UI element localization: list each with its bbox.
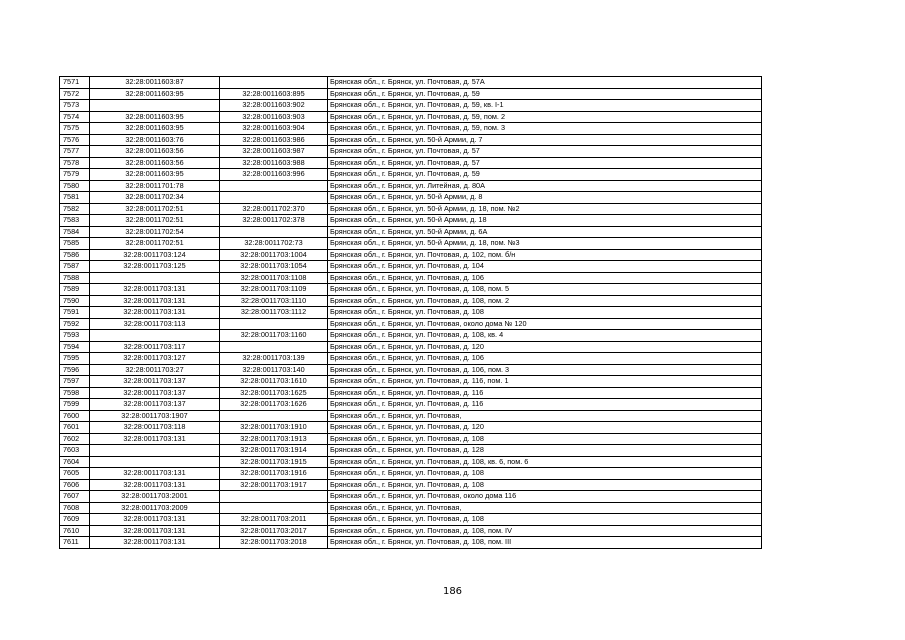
row-number: 7609	[60, 514, 90, 526]
address-cell: Брянская обл., г. Брянск, ул. Почтовая,	[328, 502, 762, 514]
address-cell: Брянская обл., г. Брянск, ул. Почтовая, д. 108, пом. III	[328, 537, 762, 549]
cadastral-number-cell: 32:28:0011702:51	[90, 238, 220, 250]
row-number: 7610	[60, 525, 90, 537]
table-row	[60, 514, 762, 526]
cadastral-number-cell: 32:28:0011603:56	[90, 157, 220, 169]
table-row	[60, 180, 762, 192]
object-number-cell: 32:28:0011702:378	[220, 215, 328, 227]
object-number-cell: 32:28:0011603:895	[220, 88, 328, 100]
address-cell: Брянская обл., г. Брянск, ул. Почтовая, д. 108, кв. 4	[328, 330, 762, 342]
table-row	[60, 157, 762, 169]
object-number-cell: 32:28:0011603:903	[220, 111, 328, 123]
address-cell: Брянская обл., г. Брянск, ул. Почтовая, д. 116	[328, 387, 762, 399]
object-number-cell: 32:28:0011703:1917	[220, 479, 328, 491]
cadastral-number-cell: 32:28:0011703:137	[90, 399, 220, 411]
cadastral-number-cell	[90, 272, 220, 284]
address-cell: Брянская обл., г. Брянск, ул. Почтовая,	[328, 410, 762, 422]
cadastral-number-cell: 32:28:0011603:76	[90, 134, 220, 146]
address-cell: Брянская обл., г. Брянск, ул. Почтовая, д. 108	[328, 307, 762, 319]
cadastral-number-cell: 32:28:0011703:124	[90, 249, 220, 261]
row-number: 7599	[60, 399, 90, 411]
cadastral-number-cell: 32:28:0011603:56	[90, 146, 220, 158]
table-row	[60, 502, 762, 514]
table-row	[60, 537, 762, 549]
row-number: 7571	[60, 77, 90, 89]
cadastral-number-cell: 32:28:0011701:78	[90, 180, 220, 192]
table-body	[60, 77, 762, 549]
row-number: 7601	[60, 422, 90, 434]
cadastral-number-cell: 32:28:0011702:51	[90, 203, 220, 215]
cadastral-number-cell: 32:28:0011703:131	[90, 295, 220, 307]
cadastral-number-cell: 32:28:0011703:131	[90, 537, 220, 549]
cadastral-number-cell: 32:28:0011703:118	[90, 422, 220, 434]
table-row	[60, 479, 762, 491]
row-number: 7589	[60, 284, 90, 296]
object-number-cell	[220, 192, 328, 204]
cadastral-number-cell: 32:28:0011703:125	[90, 261, 220, 273]
object-number-cell: 32:28:0011703:139	[220, 353, 328, 365]
table-row	[60, 410, 762, 422]
cadastral-number-cell: 32:28:0011702:34	[90, 192, 220, 204]
table-row	[60, 249, 762, 261]
object-number-cell	[220, 226, 328, 238]
address-cell: Брянская обл., г. Брянск, ул. Почтовая, д. 108, пом. 5	[328, 284, 762, 296]
object-number-cell: 32:28:0011703:1910	[220, 422, 328, 434]
table-row	[60, 88, 762, 100]
table-row	[60, 261, 762, 273]
address-cell: Брянская обл., г. Брянск, ул. Почтовая, д. 106	[328, 272, 762, 284]
address-cell: Брянская обл., г. Брянск, ул. Почтовая, д. 128	[328, 445, 762, 457]
row-number: 7581	[60, 192, 90, 204]
object-number-cell: 32:28:0011703:1160	[220, 330, 328, 342]
object-number-cell: 32:28:0011703:1109	[220, 284, 328, 296]
object-number-cell: 32:28:0011703:1626	[220, 399, 328, 411]
object-number-cell: 32:28:0011703:1625	[220, 387, 328, 399]
cadastral-number-cell: 32:28:0011603:95	[90, 111, 220, 123]
address-cell: Брянская обл., г. Брянск, ул. 50-й Армии, д. 18, пом. №2	[328, 203, 762, 215]
object-number-cell: 32:28:0011703:1108	[220, 272, 328, 284]
row-number: 7600	[60, 410, 90, 422]
object-number-cell: 32:28:0011703:1913	[220, 433, 328, 445]
address-cell: Брянская обл., г. Брянск, ул. 50-й Армии, д. 18, пом. №3	[328, 238, 762, 250]
address-cell: Брянская обл., г. Брянск, ул. Почтовая, д. 59	[328, 169, 762, 181]
row-number: 7602	[60, 433, 90, 445]
address-cell: Брянская обл., г. Брянск, ул. 50-й Армии, д. 6А	[328, 226, 762, 238]
row-number: 7611	[60, 537, 90, 549]
table-row	[60, 238, 762, 250]
table-row	[60, 192, 762, 204]
row-number: 7604	[60, 456, 90, 468]
table-row	[60, 146, 762, 158]
row-number: 7584	[60, 226, 90, 238]
table-row	[60, 100, 762, 112]
table-row	[60, 77, 762, 89]
address-cell: Брянская обл., г. Брянск, ул. Почтовая, д. 108	[328, 514, 762, 526]
row-number: 7607	[60, 491, 90, 503]
address-cell: Брянская обл., г. Брянск, ул. Почтовая, д. 59	[328, 88, 762, 100]
object-number-cell: 32:28:0011703:2018	[220, 537, 328, 549]
cadastral-number-cell: 32:28:0011703:131	[90, 514, 220, 526]
table-row	[60, 364, 762, 376]
address-cell: Брянская обл., г. Брянск, ул. Литейная, д. 80А	[328, 180, 762, 192]
object-number-cell: 32:28:0011603:988	[220, 157, 328, 169]
address-cell: Брянская обл., г. Брянск, ул. 50-й Армии, д. 8	[328, 192, 762, 204]
object-number-cell: 32:28:0011703:1915	[220, 456, 328, 468]
address-cell: Брянская обл., г. Брянск, ул. Почтовая, д. 57А	[328, 77, 762, 89]
object-number-cell	[220, 180, 328, 192]
table-row	[60, 445, 762, 457]
row-number: 7580	[60, 180, 90, 192]
row-number: 7588	[60, 272, 90, 284]
object-number-cell: 32:28:0011703:1004	[220, 249, 328, 261]
row-number: 7578	[60, 157, 90, 169]
table-row	[60, 433, 762, 445]
address-cell: Брянская обл., г. Брянск, ул. Почтовая, д. 116, пом. 1	[328, 376, 762, 388]
cadastral-number-cell: 32:28:0011703:131	[90, 525, 220, 537]
cadastral-number-cell: 32:28:0011703:131	[90, 479, 220, 491]
address-cell: Брянская обл., г. Брянск, ул. Почтовая, д. 108, кв. 6, пом. 6	[328, 456, 762, 468]
row-number: 7593	[60, 330, 90, 342]
address-cell: Брянская обл., г. Брянск, ул. Почтовая, д. 120	[328, 422, 762, 434]
table-row	[60, 422, 762, 434]
object-number-cell: 32:28:0011603:987	[220, 146, 328, 158]
object-number-cell: 32:28:0011603:904	[220, 123, 328, 135]
table-row	[60, 284, 762, 296]
object-number-cell: 32:28:0011702:370	[220, 203, 328, 215]
row-number: 7592	[60, 318, 90, 330]
cadastral-number-cell: 32:28:0011703:127	[90, 353, 220, 365]
row-number: 7576	[60, 134, 90, 146]
table-row	[60, 134, 762, 146]
table-row	[60, 111, 762, 123]
address-cell: Брянская обл., г. Брянск, ул. Почтовая, д. 120	[328, 341, 762, 353]
object-number-cell: 32:28:0011703:1110	[220, 295, 328, 307]
cadastral-number-cell: 32:28:0011703:131	[90, 433, 220, 445]
address-cell: Брянская обл., г. Брянск, ул. Почтовая, д. 108, пом. IV	[328, 525, 762, 537]
object-number-cell	[220, 341, 328, 353]
row-number: 7605	[60, 468, 90, 480]
cadastral-number-cell: 32:28:0011703:117	[90, 341, 220, 353]
row-number: 7603	[60, 445, 90, 457]
table-row	[60, 399, 762, 411]
row-number: 7582	[60, 203, 90, 215]
object-number-cell: 32:28:0011702:73	[220, 238, 328, 250]
table-row	[60, 387, 762, 399]
address-cell: Брянская обл., г. Брянск, ул. Почтовая, д. 57	[328, 157, 762, 169]
cadastral-number-cell: 32:28:0011603:95	[90, 88, 220, 100]
row-number: 7585	[60, 238, 90, 250]
object-number-cell: 32:28:0011703:1112	[220, 307, 328, 319]
row-number: 7606	[60, 479, 90, 491]
cadastral-number-cell	[90, 100, 220, 112]
cadastral-number-cell: 32:28:0011702:54	[90, 226, 220, 238]
row-number: 7572	[60, 88, 90, 100]
address-cell: Брянская обл., г. Брянск, ул. Почтовая, д. 59, пом. 3	[328, 123, 762, 135]
cadastral-number-cell: 32:28:0011703:2009	[90, 502, 220, 514]
object-number-cell: 32:28:0011603:902	[220, 100, 328, 112]
row-number: 7608	[60, 502, 90, 514]
table-row	[60, 203, 762, 215]
table-row	[60, 169, 762, 181]
object-number-cell: 32:28:0011703:2011	[220, 514, 328, 526]
row-number: 7598	[60, 387, 90, 399]
object-number-cell: 32:28:0011703:1916	[220, 468, 328, 480]
object-number-cell: 32:28:0011703:2017	[220, 525, 328, 537]
table-row	[60, 491, 762, 503]
cadastral-number-cell: 32:28:0011703:113	[90, 318, 220, 330]
table-row	[60, 226, 762, 238]
cadastral-number-cell: 32:28:0011702:51	[90, 215, 220, 227]
row-number: 7586	[60, 249, 90, 261]
cadastral-number-cell: 32:28:0011703:1907	[90, 410, 220, 422]
address-cell: Брянская обл., г. Брянск, ул. Почтовая, около дома № 120	[328, 318, 762, 330]
object-number-cell: 32:28:0011603:986	[220, 134, 328, 146]
table-row	[60, 353, 762, 365]
table-row	[60, 341, 762, 353]
page-number: 186	[442, 586, 463, 597]
row-number: 7596	[60, 364, 90, 376]
table-row	[60, 376, 762, 388]
cadastral-table	[59, 76, 762, 549]
row-number: 7573	[60, 100, 90, 112]
cadastral-number-cell: 32:28:0011603:87	[90, 77, 220, 89]
object-number-cell	[220, 410, 328, 422]
row-number: 7574	[60, 111, 90, 123]
cadastral-number-cell	[90, 445, 220, 457]
address-cell: Брянская обл., г. Брянск, ул. Почтовая, д. 106	[328, 353, 762, 365]
cadastral-number-cell: 32:28:0011703:131	[90, 307, 220, 319]
row-number: 7583	[60, 215, 90, 227]
cadastral-number-cell: 32:28:0011703:131	[90, 284, 220, 296]
address-cell: Брянская обл., г. Брянск, ул. Почтовая, д. 108	[328, 433, 762, 445]
table-row	[60, 525, 762, 537]
object-number-cell: 32:28:0011603:996	[220, 169, 328, 181]
table-row	[60, 318, 762, 330]
table-row	[60, 456, 762, 468]
cadastral-number-cell: 32:28:0011703:137	[90, 387, 220, 399]
table-row	[60, 307, 762, 319]
address-cell: Брянская обл., г. Брянск, ул. 50-й Армии, д. 7	[328, 134, 762, 146]
address-cell: Брянская обл., г. Брянск, ул. Почтовая, д. 116	[328, 399, 762, 411]
cadastral-number-cell: 32:28:0011603:95	[90, 169, 220, 181]
address-cell: Брянская обл., г. Брянск, ул. Почтовая, д. 59, пом. 2	[328, 111, 762, 123]
table-row	[60, 123, 762, 135]
address-cell: Брянская обл., г. Брянск, ул. 50-й Армии, д. 18	[328, 215, 762, 227]
object-number-cell: 32:28:0011703:140	[220, 364, 328, 376]
row-number: 7591	[60, 307, 90, 319]
row-number: 7579	[60, 169, 90, 181]
object-number-cell: 32:28:0011703:1054	[220, 261, 328, 273]
address-cell: Брянская обл., г. Брянск, ул. Почтовая, д. 108, пом. 2	[328, 295, 762, 307]
cadastral-number-cell	[90, 330, 220, 342]
cadastral-number-cell: 32:28:0011703:2001	[90, 491, 220, 503]
row-number: 7577	[60, 146, 90, 158]
table-row	[60, 330, 762, 342]
cadastral-number-cell: 32:28:0011703:137	[90, 376, 220, 388]
address-cell: Брянская обл., г. Брянск, ул. Почтовая, около дома 116	[328, 491, 762, 503]
address-cell: Брянская обл., г. Брянск, ул. Почтовая, д. 108	[328, 468, 762, 480]
row-number: 7595	[60, 353, 90, 365]
address-cell: Брянская обл., г. Брянск, ул. Почтовая, д. 59, кв. I-1	[328, 100, 762, 112]
cadastral-number-cell: 32:28:0011703:131	[90, 468, 220, 480]
address-cell: Брянская обл., г. Брянск, ул. Почтовая, д. 108	[328, 479, 762, 491]
cadastral-number-cell: 32:28:0011703:27	[90, 364, 220, 376]
row-number: 7587	[60, 261, 90, 273]
cadastral-number-cell: 32:28:0011603:95	[90, 123, 220, 135]
row-number: 7594	[60, 341, 90, 353]
address-cell: Брянская обл., г. Брянск, ул. Почтовая, д. 102, пом. б/н	[328, 249, 762, 261]
table-row	[60, 295, 762, 307]
object-number-cell: 32:28:0011703:1914	[220, 445, 328, 457]
row-number: 7575	[60, 123, 90, 135]
object-number-cell: 32:28:0011703:1610	[220, 376, 328, 388]
object-number-cell	[220, 318, 328, 330]
address-cell: Брянская обл., г. Брянск, ул. Почтовая, д. 104	[328, 261, 762, 273]
object-number-cell	[220, 491, 328, 503]
table-row	[60, 215, 762, 227]
table-row	[60, 468, 762, 480]
object-number-cell	[220, 77, 328, 89]
address-cell: Брянская обл., г. Брянск, ул. Почтовая, д. 57	[328, 146, 762, 158]
object-number-cell	[220, 502, 328, 514]
cadastral-number-cell	[90, 456, 220, 468]
row-number: 7597	[60, 376, 90, 388]
address-cell: Брянская обл., г. Брянск, ул. Почтовая, д. 106, пом. 3	[328, 364, 762, 376]
table-row	[60, 272, 762, 284]
row-number: 7590	[60, 295, 90, 307]
